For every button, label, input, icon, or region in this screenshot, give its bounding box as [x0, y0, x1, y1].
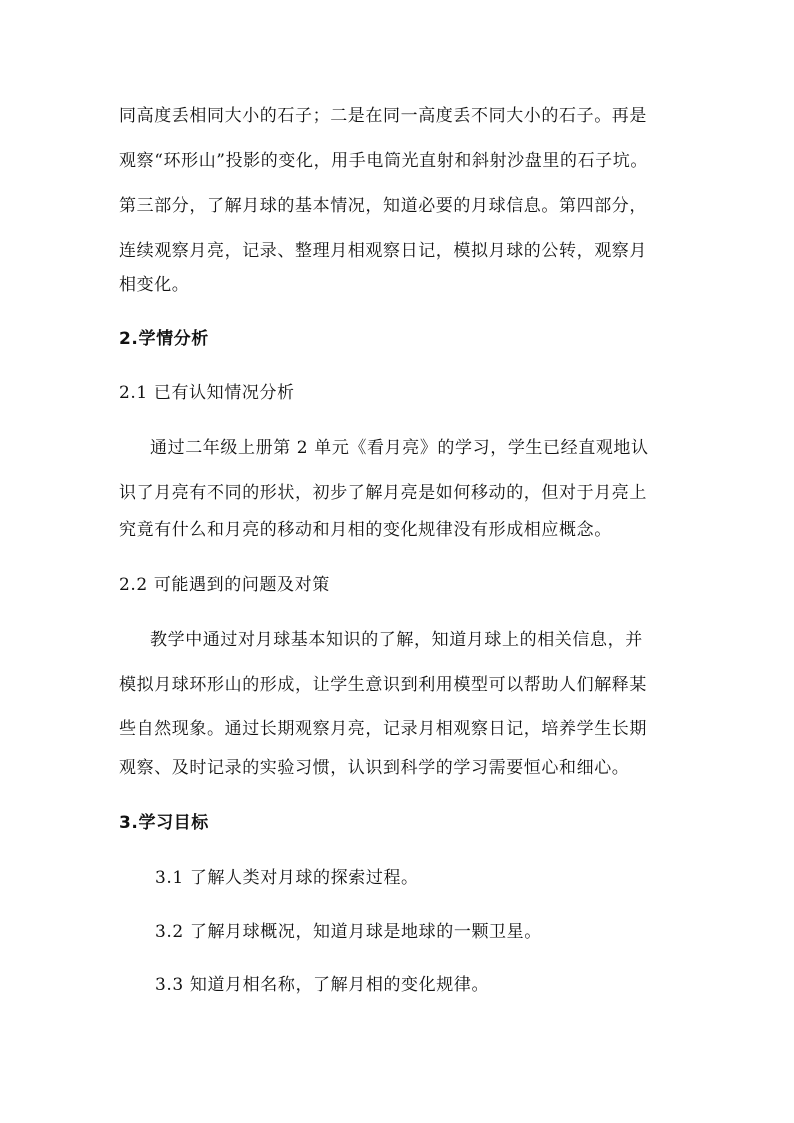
objective-3-2: 3.2 了解月球概况，知道月球是地球的一颗卫星。 [155, 922, 542, 942]
objective-3-1: 3.1 了解人类对月球的探索过程。 [155, 868, 419, 888]
subsection-2-2-line-1: 教学中通过对月球基本知识的了解，知道月球上的相关信息，并 [150, 630, 643, 650]
subsection-2-2-line-2: 模拟月球环形山的形成，让学生意识到利用模型可以帮助人们解释某 [119, 675, 647, 695]
intro-line-5: 相变化。 [119, 275, 190, 295]
subsection-2-1-line-3: 究竟有什么和月亮的移动和月相的变化规律没有形成相应概念。 [119, 520, 612, 540]
subsection-2-2-line-3: 些自然现象。通过长期观察月亮，记录月相观察日记，培养学生长期 [119, 719, 647, 739]
intro-line-4: 连续观察月亮，记录、整理月相观察日记，模拟月球的公转，观察月 [119, 241, 647, 261]
subsection-2-2-heading: 2.2 可能遇到的问题及对策 [119, 575, 330, 595]
intro-line-3: 第三部分，了解月球的基本情况，知道必要的月球信息。第四部分， [119, 196, 647, 216]
subsection-2-1-line-2: 识了月亮有不同的形状，初步了解月亮是如何移动的，但对于月亮上 [119, 483, 647, 503]
section-2-heading: 2.学情分析 [119, 329, 209, 349]
objective-3-3: 3.3 知道月相名称，了解月相的变化规律。 [155, 975, 490, 995]
subsection-2-2-line-4: 观察、及时记录的实验习惯，认识到科学的学习需要恒心和细心。 [119, 758, 630, 778]
section-3-heading: 3.学习目标 [119, 813, 209, 833]
intro-line-2: 观察“环形山”投影的变化，用手电筒光直射和斜射沙盘里的石子坑。 [119, 151, 648, 171]
subsection-2-1-line-1: 通过二年级上册第 2 单元《看月亮》的学习，学生已经直观地认 [150, 438, 649, 458]
intro-line-1: 同高度丢相同大小的石子；二是在同一高度丢不同大小的石子。再是 [119, 106, 647, 126]
subsection-2-1-heading: 2.1 已有认知情况分析 [119, 383, 295, 403]
